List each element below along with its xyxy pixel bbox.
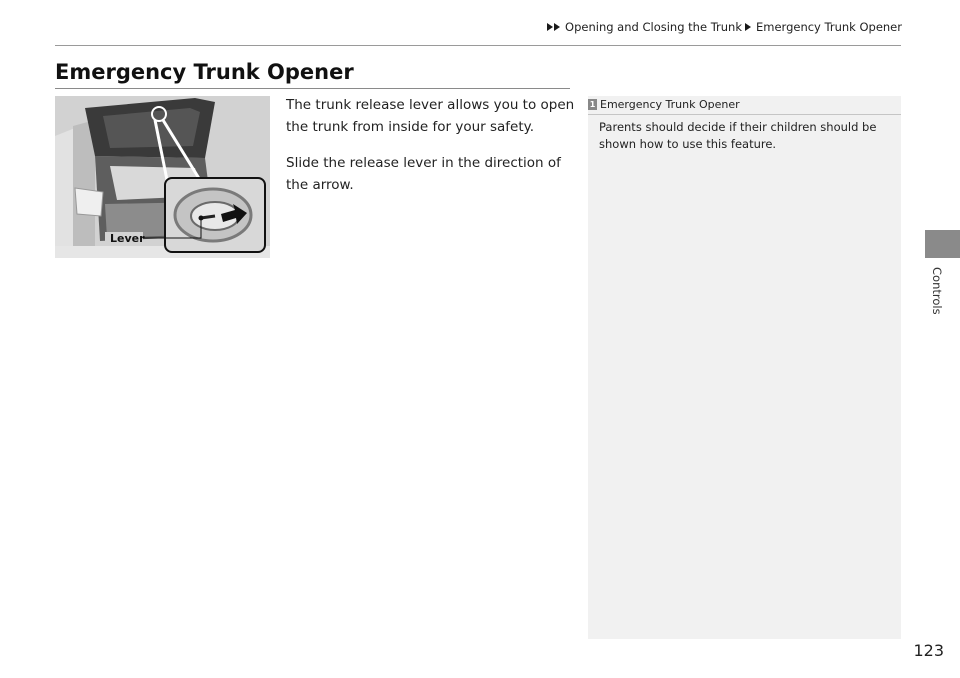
header-divider — [55, 45, 901, 46]
title-divider — [55, 88, 570, 89]
breadcrumb — [547, 20, 902, 34]
breadcrumb-page[interactable]: Emergency Trunk Opener — [756, 20, 902, 34]
trunk-lever-illustration — [55, 96, 270, 258]
body-paragraph-1: The trunk release lever allows you to open the trunk from inside for your safety. — [286, 97, 575, 135]
reference-number-icon: 1 — [589, 99, 596, 109]
side-note-panel — [588, 96, 901, 639]
breadcrumb-section[interactable]: Opening and Closing the Trunk — [565, 20, 742, 34]
page-number: 123 — [913, 641, 944, 660]
trunk-illustration-svg — [55, 96, 270, 258]
side-note-heading: Emergency Trunk Opener — [600, 97, 740, 111]
section-tab[interactable] — [925, 230, 960, 258]
section-tab-label: Controls — [930, 267, 944, 315]
double-arrow-icon — [547, 23, 560, 31]
figure-callout-label: Lever — [110, 232, 145, 245]
side-note-text: Parents should decide if their children should be shown how to use this feature. — [599, 120, 877, 151]
page-title: Emergency Trunk Opener — [55, 60, 354, 84]
body-text — [286, 94, 576, 210]
body-paragraph-2: Slide the release lever in the direction of the arrow. — [286, 155, 561, 193]
side-note-header — [588, 96, 901, 115]
arrow-icon — [745, 23, 751, 31]
